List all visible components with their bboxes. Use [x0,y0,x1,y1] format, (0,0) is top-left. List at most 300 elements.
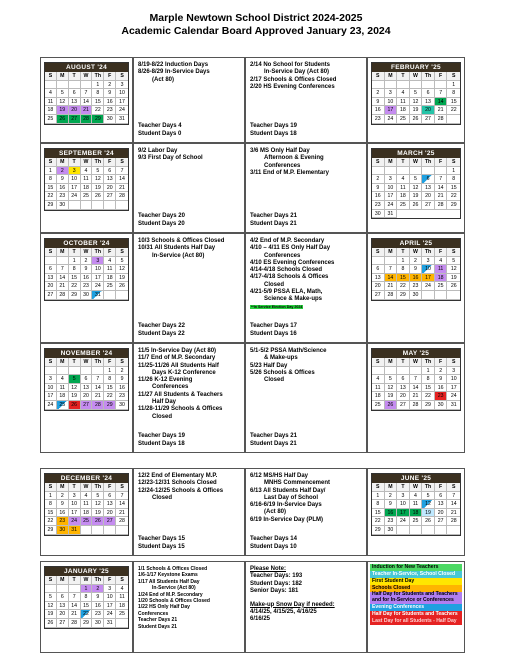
day-header: S [45,248,57,257]
day-cell: 24 [385,201,398,210]
note-line: 4/21-5/9 PSSA ELA, Math, [250,289,323,296]
day-header: F [435,483,448,492]
month-grid [45,358,128,410]
nov-notes [133,343,245,453]
day-cell: 6 [422,175,435,184]
day-cell: 3 [45,375,57,384]
day-cell [69,81,81,90]
day-cell: 19 [410,106,423,115]
day-cell: 3 [385,89,398,98]
aug-notes [133,57,245,143]
day-cell: 12 [45,602,57,611]
day-cell: 13 [397,384,410,393]
day-cell: 4 [372,375,385,384]
legend-schools-closed: Schools Closed [370,585,462,592]
calendar-row-5 [40,468,465,556]
day-cell: 1 [104,367,116,376]
day-cell: 21 [81,106,93,115]
note-line: 2/20 HS Evening Conferences [250,83,335,90]
note-line: 4/14-4/18 Schools Closed [250,267,323,274]
day-cell: 11 [435,265,448,274]
note-line: 5/1-5/2 PSSA Math/Science [250,348,327,354]
day-header: F [104,248,116,257]
day-header: M [57,158,69,167]
day-cell: 25 [104,282,116,291]
day-cell: 19 [92,509,104,518]
day-cell [69,367,81,376]
day-cell: 22 [69,282,81,291]
day-cell: 17 [69,184,81,193]
day-counts [138,213,185,228]
day-cell [45,585,57,594]
day-cell: 21 [69,610,81,619]
day-cell: 20 [435,509,448,518]
day-cell: 28 [92,401,104,410]
calendar-row-1 [40,57,465,143]
jan-note: 1/22 HS Only Half Day [138,604,190,611]
day-cell [57,81,69,90]
day-cell: 23 [372,115,385,124]
day-cell [45,367,57,376]
day-cell: 30 [116,401,128,410]
day-cell: 23 [104,106,116,115]
day-cell: 7 [435,175,448,184]
note-line: Closed [152,413,173,420]
day-cell [116,619,128,628]
jan-note: 1/20 Schools & Offices Closed [138,598,210,605]
snow-day-heading: Make-up Snow Day if needed: [250,601,335,608]
day-counts [138,323,185,338]
day-cell: 20 [57,610,69,619]
feb-cell [367,57,465,143]
legend-evening-conferences: Evening Conferences [370,604,462,611]
day-cell: 10 [385,184,398,193]
day-header: W [81,576,93,585]
note-line: & Make-ups [264,355,298,362]
day-cell: 4 [116,585,128,594]
day-cell: 3 [422,257,435,266]
day-counts [138,536,185,551]
day-cell: 25 [397,201,410,210]
day-cell: 17 [45,392,57,401]
note-line: (Act 80) [264,509,287,516]
day-counts [138,123,182,138]
day-cell: 17 [92,274,104,283]
day-header: S [45,358,57,367]
election-day-badge: **In Service Election Day 2024 [251,304,303,309]
day-header: Th [92,248,104,257]
day-cell: 18 [45,106,57,115]
day-cell: 2 [385,492,398,501]
day-header: W [81,358,93,367]
day-cell: 7 [92,375,104,384]
day-header: T [69,358,81,367]
day-cell: 15 [422,384,435,393]
day-count: Student Days 18 [138,440,185,447]
mar-cell [367,143,465,233]
day-cell: 6 [104,492,116,501]
note-line: Closed [264,377,285,384]
day-count: Student Days 22 [138,330,185,337]
note-line: 6/19 In-Service Day (PLM) [250,516,324,523]
day-cell: 18 [410,509,423,518]
day-header: W [81,248,93,257]
day-cell: 12 [57,98,69,107]
day-cell: 11 [116,593,128,602]
day-cell: 20 [69,106,81,115]
may-notes [245,343,367,453]
day-header: S [45,158,57,167]
month-grid [45,158,128,210]
day-cell: 15 [104,384,116,393]
note-line: Conferences [264,252,301,259]
day-header: Th [422,158,435,167]
day-cell: 14 [92,384,104,393]
day-cell: 31 [116,115,128,124]
day-cell: 13 [435,500,448,509]
day-cell: 26 [92,517,104,526]
month-grid [372,248,460,300]
day-cell: 9 [104,89,116,98]
day-cell: 15 [447,98,460,107]
day-cell: 7 [116,167,128,176]
legend-last-day: Last Day for all Students - Half Day [370,618,462,625]
day-cell: 8 [447,89,460,98]
day-header: Th [92,576,104,585]
day-cell: 4 [104,257,116,266]
day-cell: 10 [69,175,81,184]
day-cell: 9 [372,184,385,193]
day-cell: 2 [410,257,423,266]
summary-heading: Please Note: [250,566,287,572]
day-cell: 24 [116,106,128,115]
day-cell: 30 [104,115,116,124]
jun-cell [367,468,465,556]
day-cell: 24 [385,115,398,124]
day-header: W [410,158,423,167]
day-cell: 22 [397,282,410,291]
note-line: Conferences [152,384,189,391]
day-header: Th [92,158,104,167]
day-cell: 12 [410,184,423,193]
day-cell: 7 [81,89,93,98]
day-cell: 8 [397,265,410,274]
day-counts [250,323,297,338]
day-cell: 23 [57,517,69,526]
day-cell: 21 [116,184,128,193]
note-line: Last Day of School [264,494,319,501]
day-cell: 30 [81,291,93,300]
month-january [44,566,129,629]
day-cell: 28 [116,192,128,201]
day-cell: 24 [69,192,81,201]
day-cell: 11 [397,184,410,193]
day-cell [104,526,116,535]
day-cell [410,81,423,90]
day-cell [410,367,423,376]
day-cell [57,367,69,376]
note-line: 4/10 ES Evening Conferences [250,259,335,266]
legend-inservice: Teacher In-Service, School Closed [370,571,462,578]
calendar-row-6 [40,561,465,653]
day-cell: 14 [57,274,69,283]
day-header: M [385,158,398,167]
day-cell: 28 [435,115,448,124]
day-cell: 29 [81,619,93,628]
day-cell: 29 [397,291,410,300]
day-cell: 1 [45,492,57,501]
day-cell [69,585,81,594]
day-cell: 1 [397,257,410,266]
day-header: Th [92,483,104,492]
day-cell: 4 [81,492,93,501]
day-cell: 12 [385,384,398,393]
day-cell: 10 [92,265,104,274]
day-cell: 16 [385,509,398,518]
month-may [371,348,461,411]
day-header: S [372,248,385,257]
day-count: Teacher Days 22 [138,323,185,330]
day-cell: 22 [45,517,57,526]
day-cell: 8 [372,500,385,509]
day-cell: 13 [69,98,81,107]
jan-note: 1/1 Schools & Offices Closed [138,566,208,572]
day-header: Th [422,483,435,492]
day-cell [81,526,93,535]
day-cell: 22 [372,517,385,526]
day-header: F [435,72,448,81]
day-cell: 23 [435,392,448,401]
day-cell: 6 [422,89,435,98]
day-cell: 5 [410,89,423,98]
month-grid [45,483,128,535]
teacher-days-total: Teacher Days: 193 [250,573,303,580]
day-cell: 27 [435,517,448,526]
may-cell [367,343,465,453]
day-cell: 20 [104,509,116,518]
jan-notes [133,561,245,653]
day-header: S [45,483,57,492]
day-cell: 28 [57,291,69,300]
day-cell: 18 [57,392,69,401]
day-cell: 23 [81,282,93,291]
day-cell: 10 [45,384,57,393]
day-cell: 12 [116,265,128,274]
month-october [44,238,129,301]
day-header: Th [422,358,435,367]
day-cell: 27 [372,291,385,300]
day-cell: 1 [447,167,460,176]
day-cell: 10 [69,500,81,509]
day-cell: 28 [69,619,81,628]
day-cell: 4 [81,167,93,176]
month-title: MARCH '25 [372,149,460,158]
month-grid [45,576,128,628]
day-cell: 14 [447,500,460,509]
day-cell: 16 [116,384,128,393]
note-line: Closed [152,494,173,501]
day-header: S [372,158,385,167]
day-cell [372,257,385,266]
day-cell: 13 [81,384,93,393]
day-cell: 18 [397,106,410,115]
day-cell: 19 [422,509,435,518]
day-cell: 27 [422,201,435,210]
day-cell: 17 [104,602,116,611]
day-header: M [57,483,69,492]
day-cell: 18 [116,602,128,611]
day-cell: 2 [57,167,69,176]
day-cell: 10 [385,98,398,107]
month-title: JANUARY '25 [45,567,128,576]
day-cell: 25 [116,610,128,619]
day-cell [92,201,104,210]
jun-notes [245,468,367,556]
day-cell: 26 [69,401,81,410]
note-line: In-Service Day (Act 80) [264,69,330,76]
day-cell: 28 [410,401,423,410]
day-cell: 10 [422,265,435,274]
day-cell: 15 [45,184,57,193]
aug-cell [40,57,133,143]
note-line: In-Service (Act 80) [152,252,205,259]
day-cell [116,526,128,535]
day-cell: 25 [435,282,448,291]
day-cell: 2 [372,89,385,98]
day-header: M [57,358,69,367]
apr-cell [367,233,465,343]
day-count: Teacher Days 14 [250,536,297,543]
day-count: Student Days 16 [250,330,297,337]
month-december [44,473,129,536]
day-counts [250,213,297,228]
day-cell: 19 [45,610,57,619]
day-cell [81,367,93,376]
day-cell: 12 [69,384,81,393]
day-count: Student Days 20 [138,220,185,227]
day-cell: 22 [81,610,93,619]
day-cell: 26 [45,619,57,628]
legend [367,561,465,653]
day-header: W [81,483,93,492]
day-cell: 28 [435,201,448,210]
month-grid [45,72,128,124]
day-cell: 15 [447,184,460,193]
day-cell: 6 [372,265,385,274]
day-cell: 22 [104,392,116,401]
note-line: 2/17 Schools & Offices Closed [250,76,337,83]
day-cell: 17 [447,384,460,393]
day-cell: 7 [116,492,128,501]
note-line: 11/27 All Students & Teachers [138,391,223,398]
day-cell: 6 [69,89,81,98]
note-line: 6/16-6/19 In-Service Days [250,502,322,509]
day-cell: 2 [57,492,69,501]
day-cell [422,291,435,300]
day-header: S [447,72,460,81]
day-cell: 5 [410,175,423,184]
note-line: Science & Make-ups [264,296,323,303]
jan-note: Teacher Days 21 [138,617,178,624]
note-line: 10/31 All Students Half Day [138,245,216,252]
day-cell: 8 [92,89,104,98]
day-header: F [435,248,448,257]
day-cell: 16 [104,98,116,107]
day-cell: 24 [397,517,410,526]
day-cell: 15 [81,602,93,611]
day-cell: 5 [385,375,398,384]
day-header: Th [422,248,435,257]
day-cell: 26 [116,282,128,291]
jan-note: Conferences [138,610,169,617]
note-line: 4/10 – 4/11 ES Only Half Day [250,245,331,252]
month-november [44,348,129,411]
day-cell: 13 [422,98,435,107]
day-header: T [397,358,410,367]
day-cell: 16 [372,192,385,201]
day-cell: 8 [447,175,460,184]
day-cell: 13 [57,602,69,611]
day-cell: 30 [57,526,69,535]
day-cell: 19 [116,274,128,283]
day-cell: 5 [447,257,460,266]
month-grid [45,248,128,300]
day-cell [385,367,398,376]
day-cell: 1 [92,81,104,90]
day-header: T [69,248,81,257]
day-cell: 10 [447,375,460,384]
day-header: T [397,483,410,492]
day-cell: 16 [410,274,423,283]
day-cell: 25 [45,115,57,124]
day-cell: 12 [92,175,104,184]
month-title: NOVEMBER '24 [45,349,128,358]
day-cell: 20 [422,106,435,115]
day-cell [104,291,116,300]
day-cell: 4 [435,257,448,266]
day-cell [81,81,93,90]
day-cell: 5 [69,375,81,384]
day-cell [422,167,435,176]
day-cell: 3 [397,492,410,501]
day-cell: 7 [57,265,69,274]
day-cell: 21 [116,509,128,518]
jan-note: Student Days 21 [138,623,177,630]
day-count: Student Days 21 [250,220,297,227]
day-header: S [116,483,128,492]
day-cell: 7 [447,492,460,501]
day-cell: 15 [92,98,104,107]
day-cell: 3 [447,367,460,376]
day-cell: 28 [447,517,460,526]
day-cell: 24 [422,282,435,291]
day-header: S [372,72,385,81]
day-cell [57,585,69,594]
month-february [371,62,461,125]
day-header: W [81,72,93,81]
day-cell [422,526,435,535]
day-count: Student Days 0 [138,130,182,137]
day-header: S [447,358,460,367]
day-cell [397,367,410,376]
day-cell: 2 [92,585,104,594]
day-cell: 29 [69,291,81,300]
legend-half-day: Half Day for Students and Teachers [370,611,462,618]
jan-note: In-Service (Act 80) [152,585,196,592]
day-cell: 22 [447,106,460,115]
day-cell: 4 [45,89,57,98]
day-cell: 19 [92,184,104,193]
